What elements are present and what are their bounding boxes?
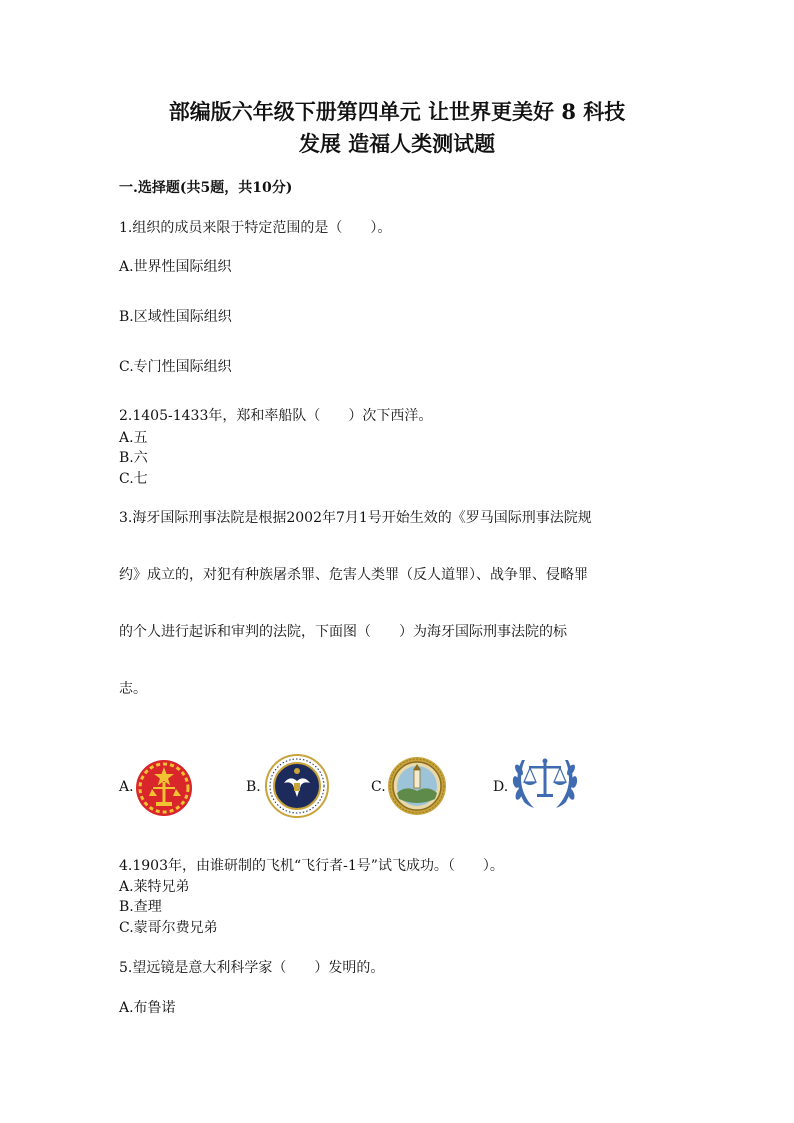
- question-5-stem: 5.望远镜是意大利科学家（ ）发明的。: [119, 960, 385, 976]
- question-1-option-b: B.区域性国际组织: [119, 309, 232, 325]
- question-4-option-c: C.蒙哥尔费兄弟: [119, 920, 218, 936]
- question-3-option-c-label: C.: [371, 779, 386, 795]
- question-3-stem-line4: 志。: [119, 681, 147, 697]
- question-5-option-a: A.布鲁诺: [119, 1000, 176, 1016]
- question-1-option-c: C.专门性国际组织: [119, 359, 232, 375]
- question-4-stem: 4.1903年，由谁研制的飞机“飞行者-1号”试飞成功。（ ）。: [119, 858, 504, 874]
- question-3-option-d-label: D.: [493, 779, 509, 795]
- court-emblem-icon: [133, 757, 195, 823]
- page-title-line2: 发展 造福人类测试题: [298, 131, 496, 156]
- question-3-option-a-label: A.: [119, 779, 134, 795]
- question-4-option-b: B.查理: [119, 899, 162, 915]
- presidential-seal-icon: [264, 753, 330, 823]
- page-title-line1: 部编版六年级下册第四单元 让世界更美好 8 科技: [168, 99, 626, 124]
- section-heading: 一.选择题(共5题，共10分): [119, 180, 293, 196]
- question-1-stem: 1.组织的成员来限于特定范围的是（ ）。: [119, 220, 392, 236]
- question-3-option-b-label: B.: [246, 779, 261, 795]
- question-2-option-c: C.七: [119, 471, 148, 487]
- question-2-option-b: B.六: [119, 450, 148, 466]
- question-2-option-a: A.五: [119, 430, 148, 446]
- question-4-option-a: A.莱特兄弟: [119, 879, 190, 895]
- question-3-stem-line3: 的个人进行起诉和审判的法院，下面图（ ）为海牙国际刑事法院的标: [119, 624, 567, 640]
- question-3-stem-line1: 3.海牙国际刑事法院是根据2002年7月1号开始生效的《罗马国际刑事法院规: [119, 510, 592, 526]
- question-3-stem-line2: 约》成立的，对犯有种族屠杀罪、危害人类罪（反人道罪）、战争罪、侵略罪: [119, 567, 588, 583]
- un-scales-emblem-icon: [508, 752, 582, 818]
- question-1-option-a: A.世界性国际组织: [119, 259, 232, 275]
- question-2-stem: 2.1405-1433年，郑和率船队（ ）次下西洋。: [119, 408, 433, 424]
- gold-seal-icon: [386, 755, 448, 821]
